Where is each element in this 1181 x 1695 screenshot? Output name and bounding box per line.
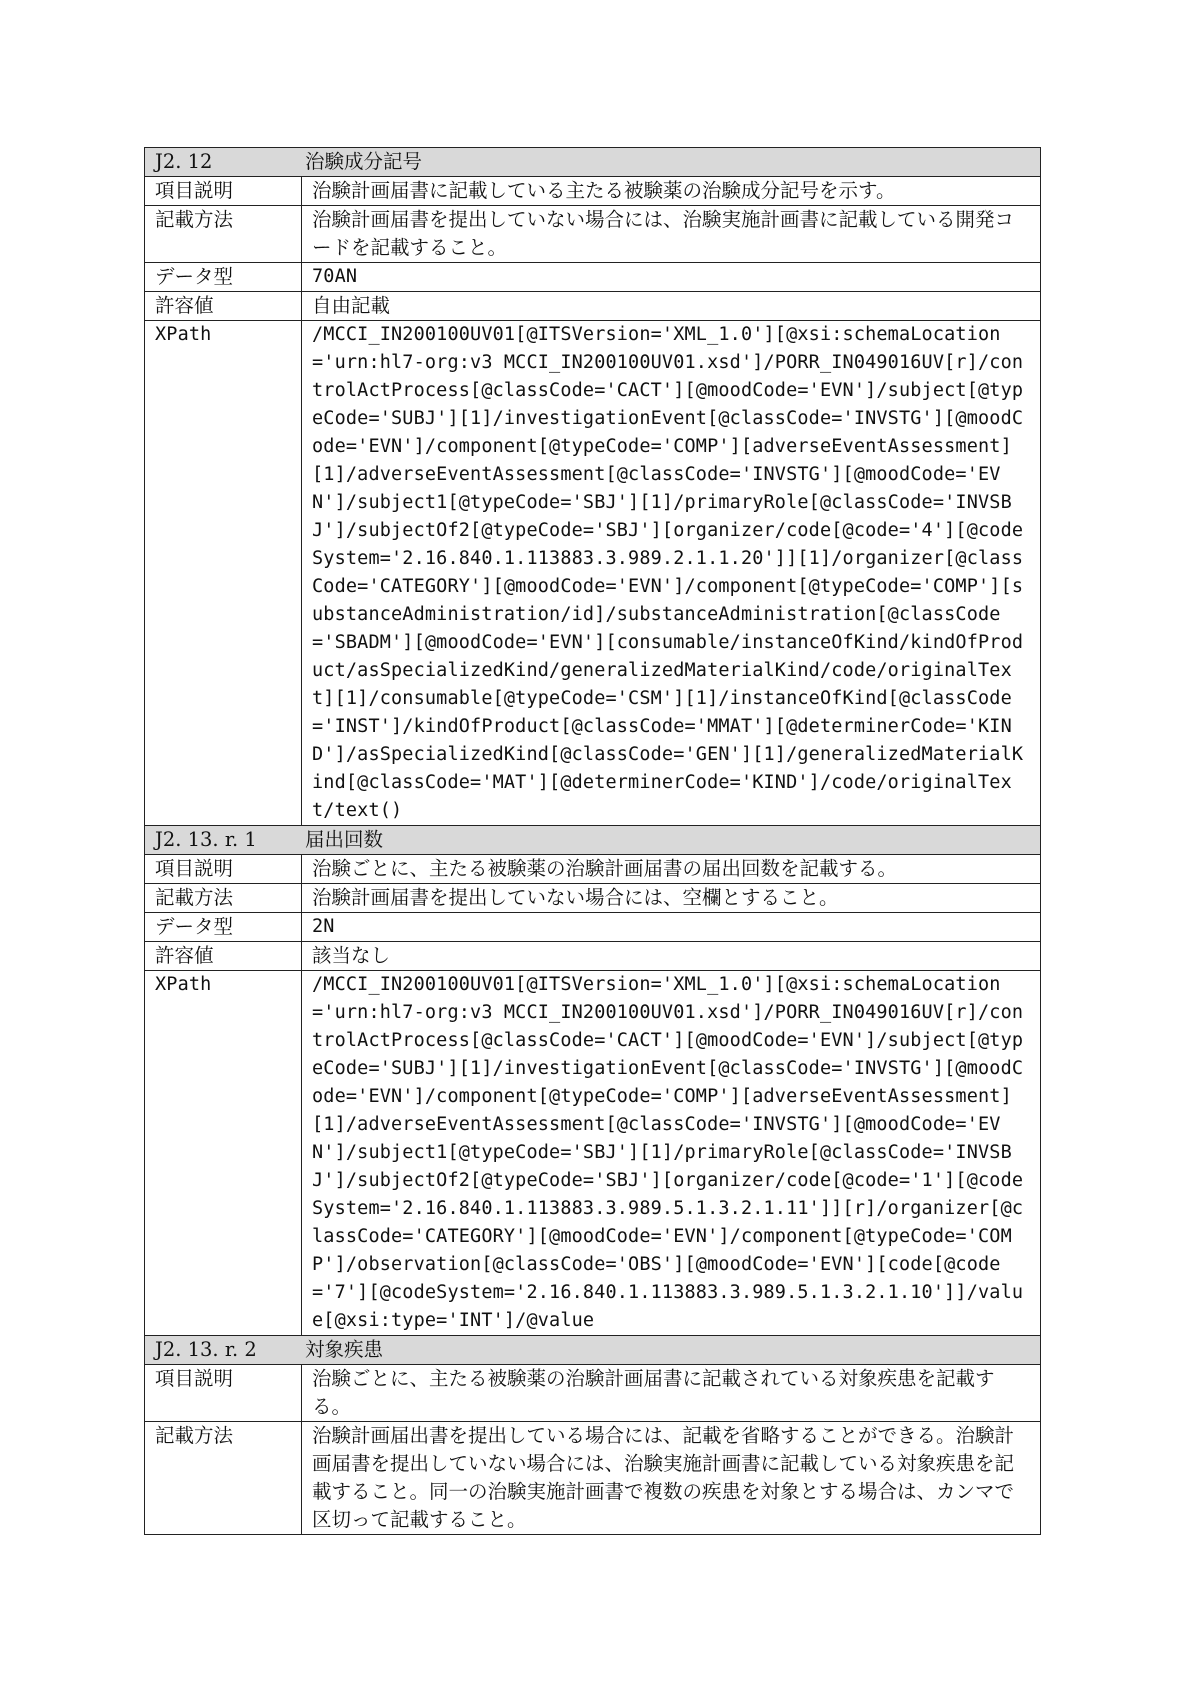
xpath-value: /MCCI_IN200100UV01[@ITSVersion='XML_1.0'][@xsi:schemaLocation='urn:hl7-org:v3 MCCI_IN200100UV01.xsd']/PORR_IN049016UV[r]/controlActProcess[@classCode='CACT'][@moodCode='EVN']/subject[@typeCode='SUBJ'][1]/investigationEvent[@classCode='INVSTG'][@moodCode='EVN']/component[@typeCode='COMP'][adverseEventAssessment][1]/adverseEventAssessment[@classCode='INVSTG'][@moodCode='EVN']/subject1[@typeCode='SBJ'][1]/primaryRole[@classCode='INVSBJ']/subjectOf2[@typeCode='SBJ'][organizer/code[@code='1'][@codeSystem='2.16.840.1.113883.3.989.5.1.3.2.1.11']][r]/organizer[@classCode='CATEGORY'][@moodCode='EVN']/component[@typeCode='COMP']/observation[@classCode='OBS'][@moodCode='EVN'][code[@code='7'][@codeSystem='2.16.840.1.113883.3.989.5.1.3.2.1.10']]/value[@xsi:type='INT']/@value — [302, 971, 1041, 1336]
field-row-datatype — [145, 913, 1041, 942]
section-id: J2. 12 — [155, 150, 213, 173]
field-value: 治験計画届書を提出していない場合には、空欄とすること。 — [302, 884, 1041, 913]
field-label: データ型 — [145, 263, 302, 292]
field-row-description — [145, 1365, 1041, 1422]
field-row-method — [145, 206, 1041, 263]
section-header-cell — [145, 826, 1041, 855]
section-id: J2. 13. r. 2 — [155, 1338, 257, 1361]
section-title: 対象疾患 — [305, 1338, 384, 1361]
xpath-value: /MCCI_IN200100UV01[@ITSVersion='XML_1.0'][@xsi:schemaLocation='urn:hl7-org:v3 MCCI_IN200100UV01.xsd']/PORR_IN049016UV[r]/controlActProcess[@classCode='CACT'][@moodCode='EVN']/subject[@typeCode='SUBJ'][1]/investigationEvent[@classCode='INVSTG'][@moodCode='EVN']/component[@typeCode='COMP'][adverseEventAssessment][1]/adverseEventAssessment[@classCode='INVSTG'][@moodCode='EVN']/subject1[@typeCode='SBJ'][1]/primaryRole[@classCode='INVSBJ']/subjectOf2[@typeCode='SBJ'][organizer/code[@code='4'][@codeSystem='2.16.840.1.113883.3.989.2.1.1.20']][1]/organizer[@classCode='CATEGORY'][@moodCode='EVN']/component[@typeCode='COMP'][substanceAdministration/id]/substanceAdministration[@classCode='SBADM'][@moodCode='EVN'][consumable/instanceOfKind/kindOfProduct/asSpecializedKind/generalizedMaterialKind/code/originalText][1]/consumable[@typeCode='CSM'][1]/instanceOfKind[@classCode='INST']/kindOfProduct[@classCode='MMAT'][@determinerCode='KIND']/asSpecializedKind[@classCode='GEN'][1]/generalizedMaterialKind[@classCode='MAT'][@determinerCode='KIND']/code/originalText/text() — [302, 321, 1041, 826]
field-value: 自由記載 — [302, 292, 1041, 321]
section-header-j2-13-r-2 — [145, 1336, 1041, 1365]
field-label: 項目説明 — [145, 1365, 302, 1422]
field-value: 治験計画届書に記載している主たる被験薬の治験成分記号を示す。 — [302, 177, 1041, 206]
section-title: 治験成分記号 — [305, 150, 423, 173]
field-value: 該当なし — [302, 942, 1041, 971]
section-id: J2. 13. r. 1 — [155, 828, 257, 851]
field-row-description — [145, 855, 1041, 884]
field-row-method — [145, 884, 1041, 913]
field-row-method — [145, 1422, 1041, 1535]
field-row-description — [145, 177, 1041, 206]
field-label: 許容値 — [145, 942, 302, 971]
field-row-datatype — [145, 263, 1041, 292]
field-row-xpath — [145, 971, 1041, 1336]
field-label: XPath — [145, 971, 302, 1336]
field-label: 項目説明 — [145, 177, 302, 206]
section-header-cell — [145, 1336, 1041, 1365]
field-value: 治験計画届書を提出していない場合には、治験実施計画書に記載している開発コードを記載すること。 — [302, 206, 1041, 263]
field-label: 項目説明 — [145, 855, 302, 884]
field-label: データ型 — [145, 913, 302, 942]
field-value: 治験ごとに、主たる被験薬の治験計画届書に記載されている対象疾患を記載する。 — [302, 1365, 1041, 1422]
field-value: 治験ごとに、主たる被験薬の治験計画届書の届出回数を記載する。 — [302, 855, 1041, 884]
specification-table — [144, 147, 1041, 1535]
field-row-xpath — [145, 321, 1041, 826]
field-value: 70AN — [302, 263, 1041, 292]
field-value: 治験計画届出書を提出している場合には、記載を省略することができる。治験計画届書を提出していない場合には、治験実施計画書に記載している対象疾患を記載すること。同一の治験実施計画書で複数の疾患を対象とする場合は、カンマで区切って記載すること。 — [302, 1422, 1041, 1535]
field-row-allowed-values — [145, 292, 1041, 321]
section-title: 届出回数 — [305, 828, 384, 851]
field-value: 2N — [302, 913, 1041, 942]
field-row-allowed-values — [145, 942, 1041, 971]
field-label: 記載方法 — [145, 1422, 302, 1535]
section-header-cell — [145, 148, 1041, 177]
field-label: XPath — [145, 321, 302, 826]
section-header-j2-13-r-1 — [145, 826, 1041, 855]
section-header-j2-12 — [145, 148, 1041, 177]
field-label: 記載方法 — [145, 884, 302, 913]
field-label: 記載方法 — [145, 206, 302, 263]
field-label: 許容値 — [145, 292, 302, 321]
